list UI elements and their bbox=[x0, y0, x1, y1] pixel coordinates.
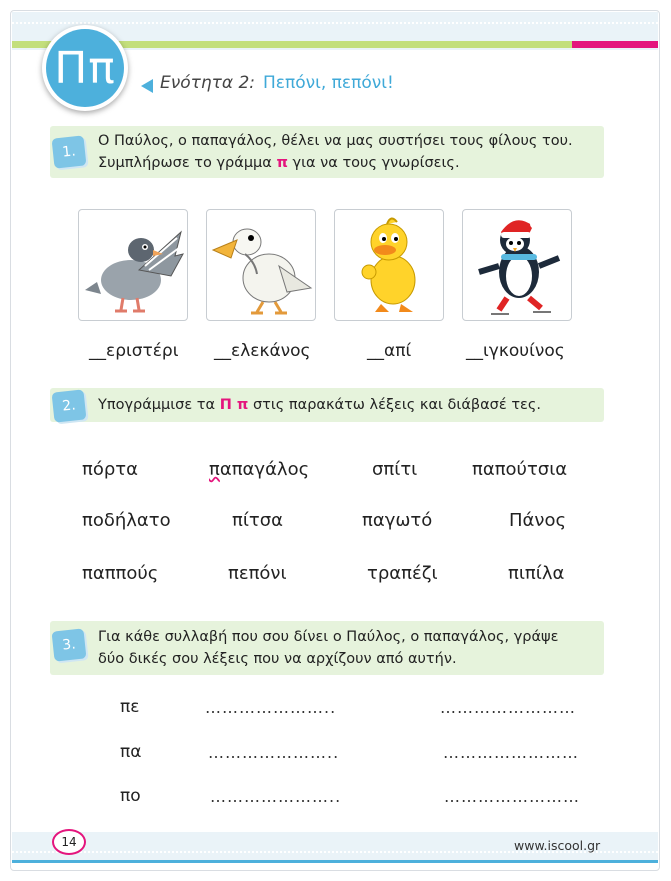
word-pagoto: παγωτό bbox=[362, 510, 433, 531]
syllable-pe: πε bbox=[120, 697, 140, 717]
exercise-3-number: 3. bbox=[52, 628, 87, 661]
bird-card-pelican bbox=[206, 209, 316, 321]
bird-word-duck: __απί bbox=[367, 341, 412, 361]
exercise-1-instructions bbox=[98, 130, 573, 174]
blank-po-2[interactable]: …………………… bbox=[444, 787, 580, 806]
exercise-3-line2: δύο δικές σου λέξεις που να αρχίζουν από αυτήν. bbox=[98, 651, 457, 667]
syllable-po: πο bbox=[120, 786, 141, 806]
exercise-1-line2 bbox=[98, 152, 573, 174]
website-link[interactable]: www.iscool.gr bbox=[514, 838, 601, 853]
footer-blue-line bbox=[12, 860, 658, 863]
exercise-2-highlight-letters: Π π bbox=[219, 397, 249, 413]
bird-word-penguin: __ιγκουίνος bbox=[466, 341, 565, 361]
exercise-1-line1: Ο Παύλος, ο παπαγάλος, θέλει να μας συστήσει τους φίλους του. bbox=[98, 133, 573, 149]
word-papagalos bbox=[209, 459, 309, 480]
letter-badge-text: Ππ bbox=[46, 29, 124, 107]
bird-word-pigeon: __εριστέρι bbox=[89, 341, 179, 361]
word-porta: πόρτα bbox=[82, 459, 138, 480]
exercise-2-number: 2. bbox=[52, 389, 87, 422]
exercise-1-number: 1. bbox=[52, 135, 87, 168]
word-papagalos-rest: απαγάλος bbox=[219, 459, 310, 480]
bird-card-duck bbox=[334, 209, 444, 321]
page-number: 14 bbox=[52, 829, 86, 855]
underlined-letter: π bbox=[209, 459, 220, 480]
unit-title: Πεπόνι, πεπόνι! bbox=[263, 73, 394, 93]
letter-badge bbox=[42, 25, 128, 111]
exercise-1-line2-start: Συμπλήρωσε το γράμμα bbox=[98, 155, 277, 171]
bird-card-pigeon bbox=[78, 209, 188, 321]
pigeon-icon bbox=[79, 210, 189, 322]
header-dotted-line bbox=[12, 22, 658, 24]
word-pipila: πιπίλα bbox=[508, 563, 565, 584]
unit-label: Ενότητα 2: bbox=[160, 73, 256, 93]
blank-pa-1[interactable]: ………………….. bbox=[208, 743, 340, 762]
exercise-2-text-end: στις παρακάτω λέξεις και διάβασέ τες. bbox=[248, 397, 542, 413]
exercise-1-line2-end: για να τους γνωρίσεις. bbox=[287, 155, 460, 171]
blank-pe-1[interactable]: ………………….. bbox=[205, 698, 337, 717]
exercise-2-instructions bbox=[98, 394, 541, 416]
exercise-1-highlight-letter: π bbox=[276, 155, 288, 171]
blank-po-1[interactable]: ………………….. bbox=[210, 787, 342, 806]
bird-word-pelican: __ελεκάνος bbox=[214, 341, 311, 361]
exercise-3-line1: Για κάθε συλλαβή που σου δίνει ο Παύλος, ο παπαγάλος, γράψε bbox=[98, 629, 559, 645]
word-pitsa: πίτσα bbox=[232, 510, 284, 531]
pelican-icon bbox=[207, 210, 317, 322]
word-trapezi: τραπέζι bbox=[367, 563, 438, 584]
penguin-icon bbox=[463, 210, 573, 322]
word-spiti: σπίτι bbox=[372, 459, 418, 480]
exercise-2-text-start: Υπογράμμισε τα bbox=[98, 397, 220, 413]
syllable-pa: πα bbox=[120, 742, 142, 762]
word-podilato: ποδήλατο bbox=[82, 510, 171, 531]
exercise-3-instructions bbox=[98, 626, 558, 670]
duck-icon bbox=[335, 210, 445, 322]
word-peponi: πεπόνι bbox=[228, 563, 287, 584]
word-pappous: παππούς bbox=[82, 563, 159, 584]
word-papoutsia: παπούτσια bbox=[472, 459, 568, 480]
word-panos: Πάνος bbox=[509, 510, 567, 531]
header-pink-bar bbox=[572, 41, 658, 48]
bird-card-penguin bbox=[462, 209, 572, 321]
blank-pe-2[interactable]: …………………… bbox=[440, 698, 576, 717]
triangle-pointer-icon bbox=[141, 79, 153, 93]
blank-pa-2[interactable]: …………………… bbox=[443, 743, 579, 762]
